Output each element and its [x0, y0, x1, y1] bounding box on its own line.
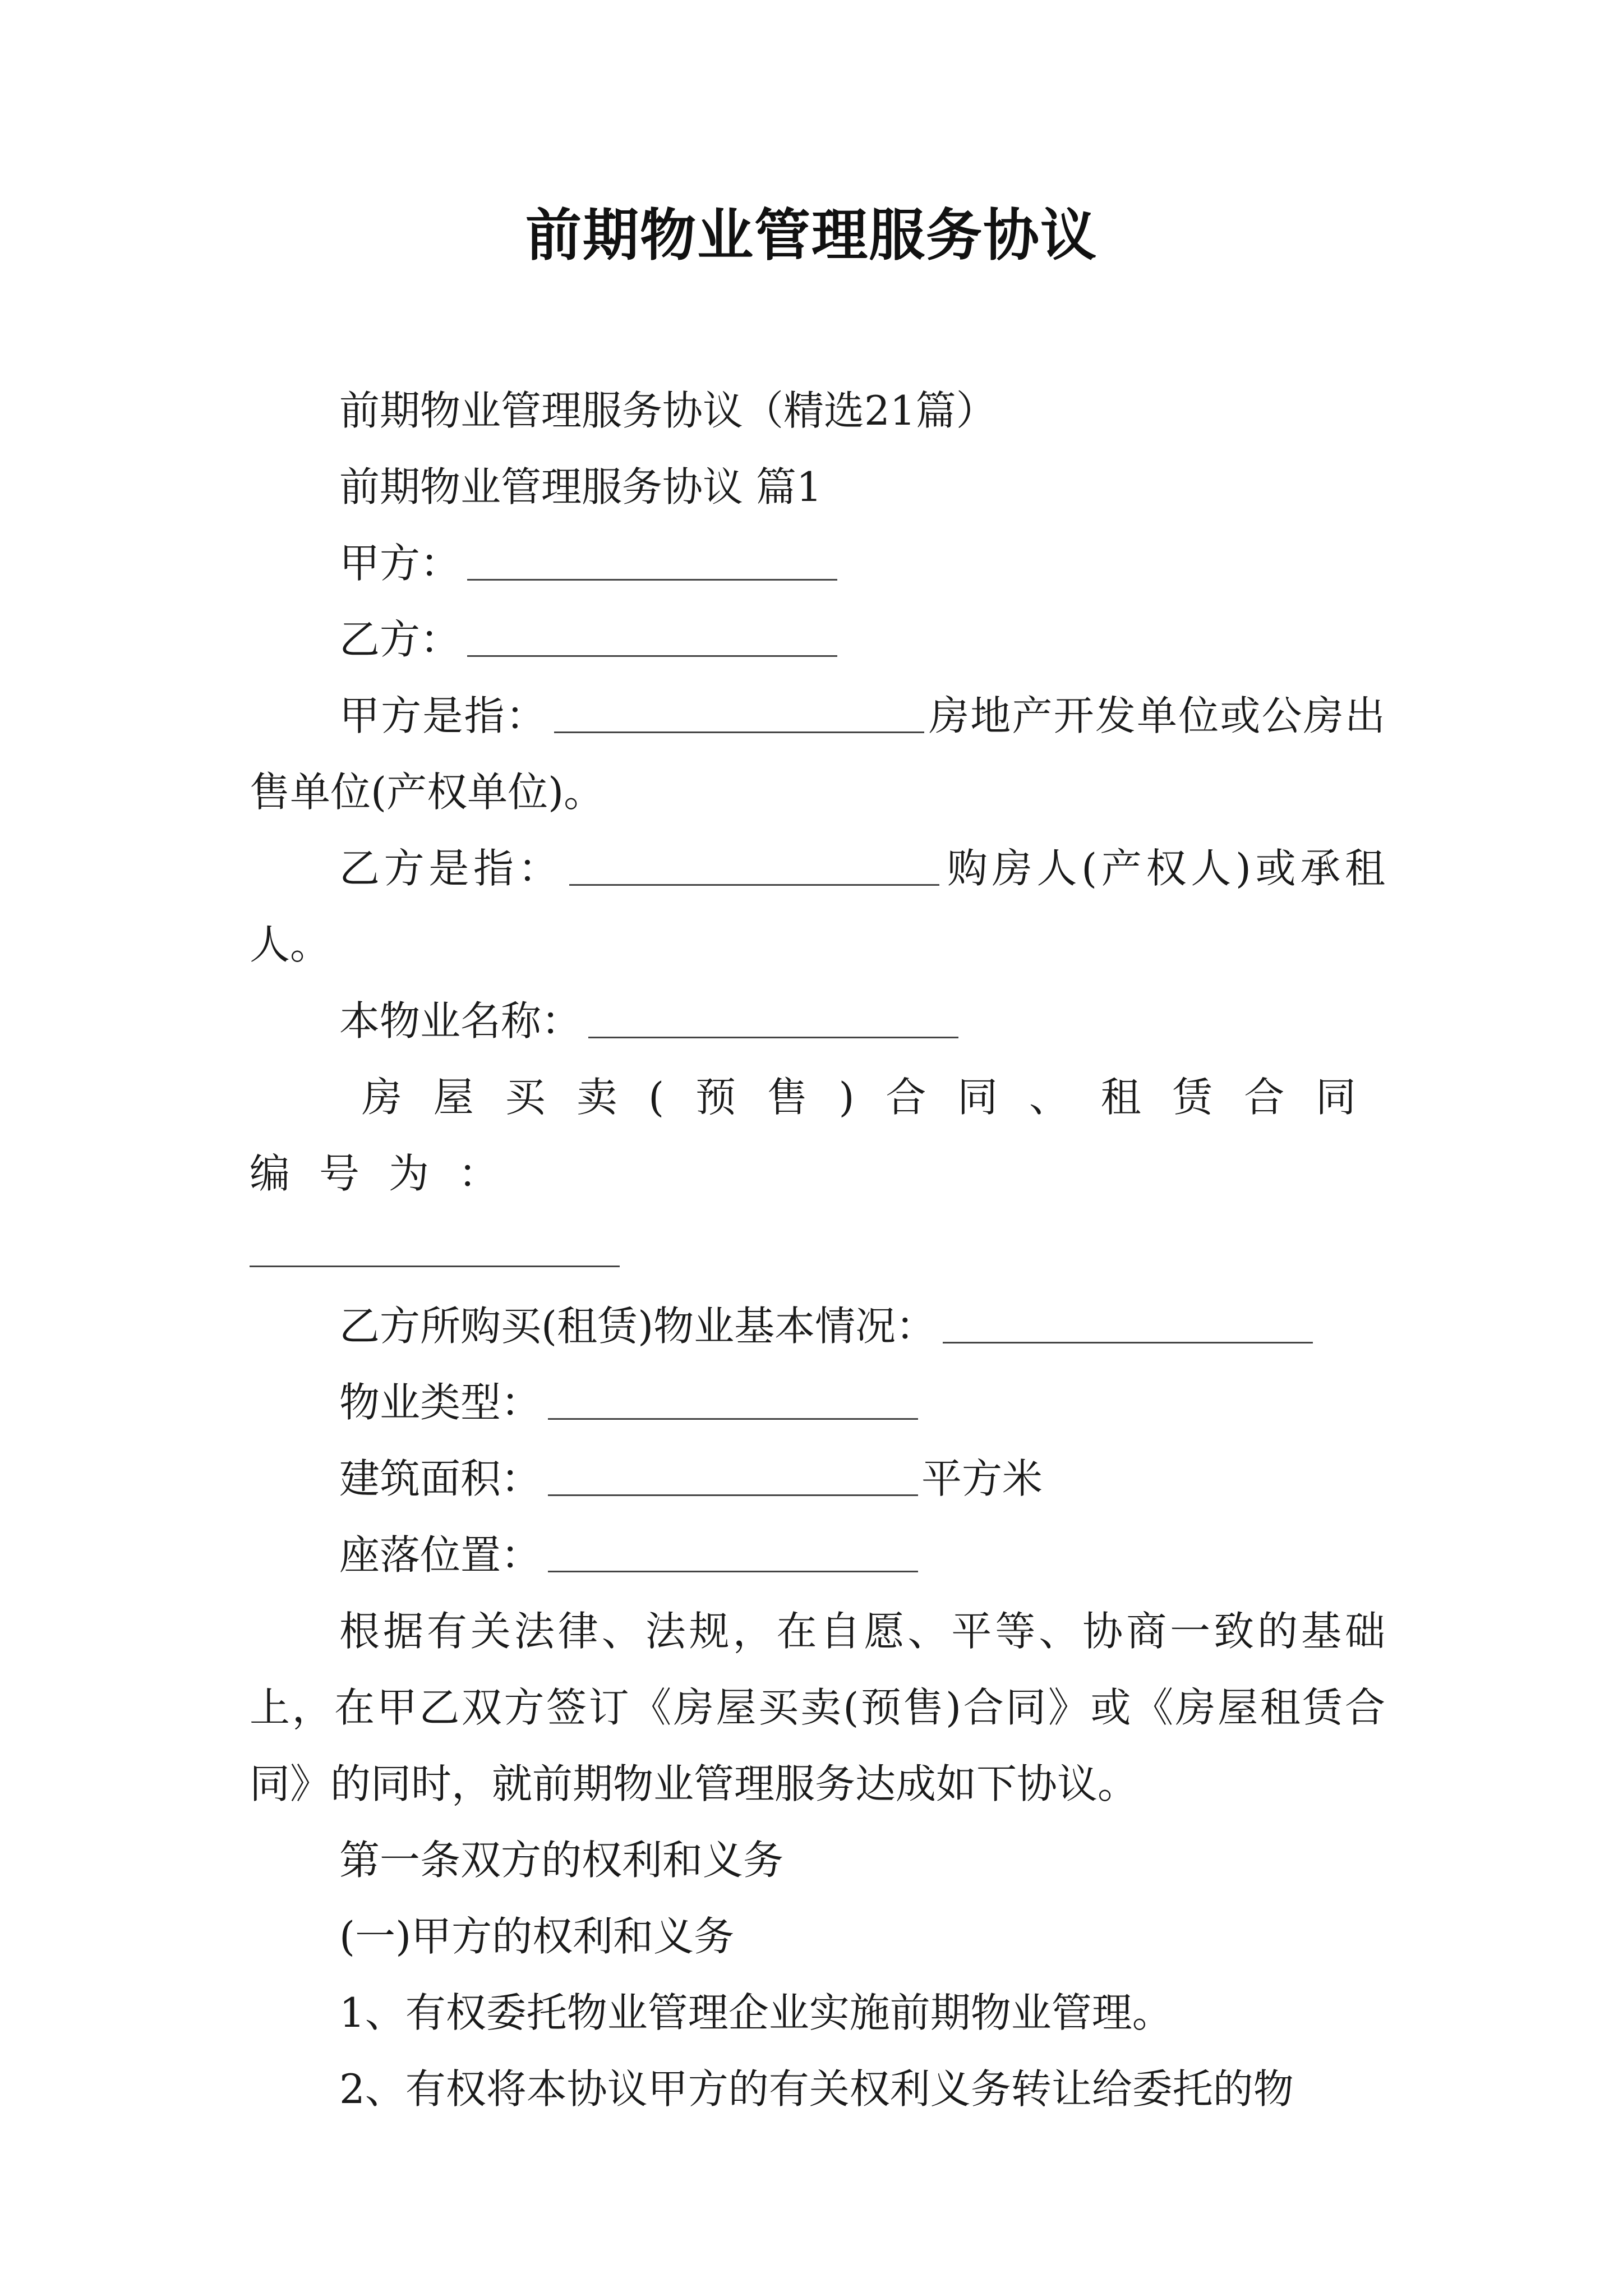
location-line — [250, 1517, 1385, 1593]
property-name-blank — [588, 996, 958, 1038]
location-label: 座落位置： — [339, 1531, 542, 1579]
paragraph-collection-title: 前期物业管理服务协议（精选21篇） — [339, 387, 997, 434]
property-type-line — [250, 1364, 1385, 1441]
party-b-definition — [250, 830, 1385, 983]
party-a-definition-pre: 甲方是指： — [339, 692, 547, 739]
party-a-definition-blank — [554, 691, 924, 733]
contract-number-label: 房屋买卖(预售)合同、租赁合同编号为： — [250, 1074, 1385, 1197]
contract-number-line — [250, 1059, 1385, 1212]
party-b-definition-blank — [569, 844, 939, 886]
property-basic-info-line — [250, 1288, 1385, 1364]
property-basic-info-label: 乙方所购买(租赁)物业基本情况： — [339, 1303, 937, 1350]
party-a-line — [250, 525, 1385, 601]
property-type-blank — [548, 1378, 918, 1420]
property-type-label: 物业类型： — [339, 1379, 542, 1426]
paragraph-section-title: 前期物业管理服务协议 篇1 — [339, 463, 822, 510]
party-b-blank — [467, 615, 837, 657]
party-b-definition-pre: 乙方是指： — [339, 845, 563, 892]
party-a-definition-post: 房地产开发单位或公房出售单位(产权单位)。 — [250, 692, 1385, 816]
document-title: 前期物业管理服务协议 — [525, 203, 1098, 268]
party-b-line — [250, 601, 1385, 678]
party-a-label: 甲方： — [339, 540, 461, 587]
party-b-definition-post: 购房人(产权人)或承租人。 — [250, 845, 1385, 968]
contract-number-blank — [250, 1225, 620, 1267]
party-a-rights-heading: (一)甲方的权利和义务 — [339, 1913, 735, 1960]
party-a-blank — [467, 539, 837, 581]
property-basic-info-blank — [943, 1301, 1313, 1343]
agreement-preamble: 根据有关法律、法规，在自愿、平等、协商一致的基础上，在甲乙双方签订《房屋买卖(预售)合同》或《房屋租赁合同》的同时，就前期物业管理服务达成如下协议。 — [250, 1608, 1385, 1807]
party-b-label: 乙方： — [339, 616, 461, 663]
building-area-line — [250, 1441, 1385, 1517]
building-area-unit: 平方米 — [921, 1455, 1043, 1502]
clause-1: 1、有权委托物业管理企业实施前期物业管理。 — [339, 1989, 1173, 2036]
building-area-label: 建筑面积： — [339, 1455, 542, 1502]
contract-number-blank-line — [250, 1212, 1385, 1288]
location-blank — [548, 1530, 918, 1572]
article-one-heading: 第一条双方的权利和义务 — [339, 1837, 784, 1884]
party-a-definition — [250, 678, 1385, 830]
property-name-line — [250, 983, 1385, 1059]
building-area-blank — [548, 1454, 918, 1496]
property-name-label: 本物业名称： — [339, 997, 582, 1045]
clause-2: 2、有权将本协议甲方的有关权利义务转让给委托的物 — [339, 2065, 1294, 2113]
document-body — [250, 372, 1385, 2127]
